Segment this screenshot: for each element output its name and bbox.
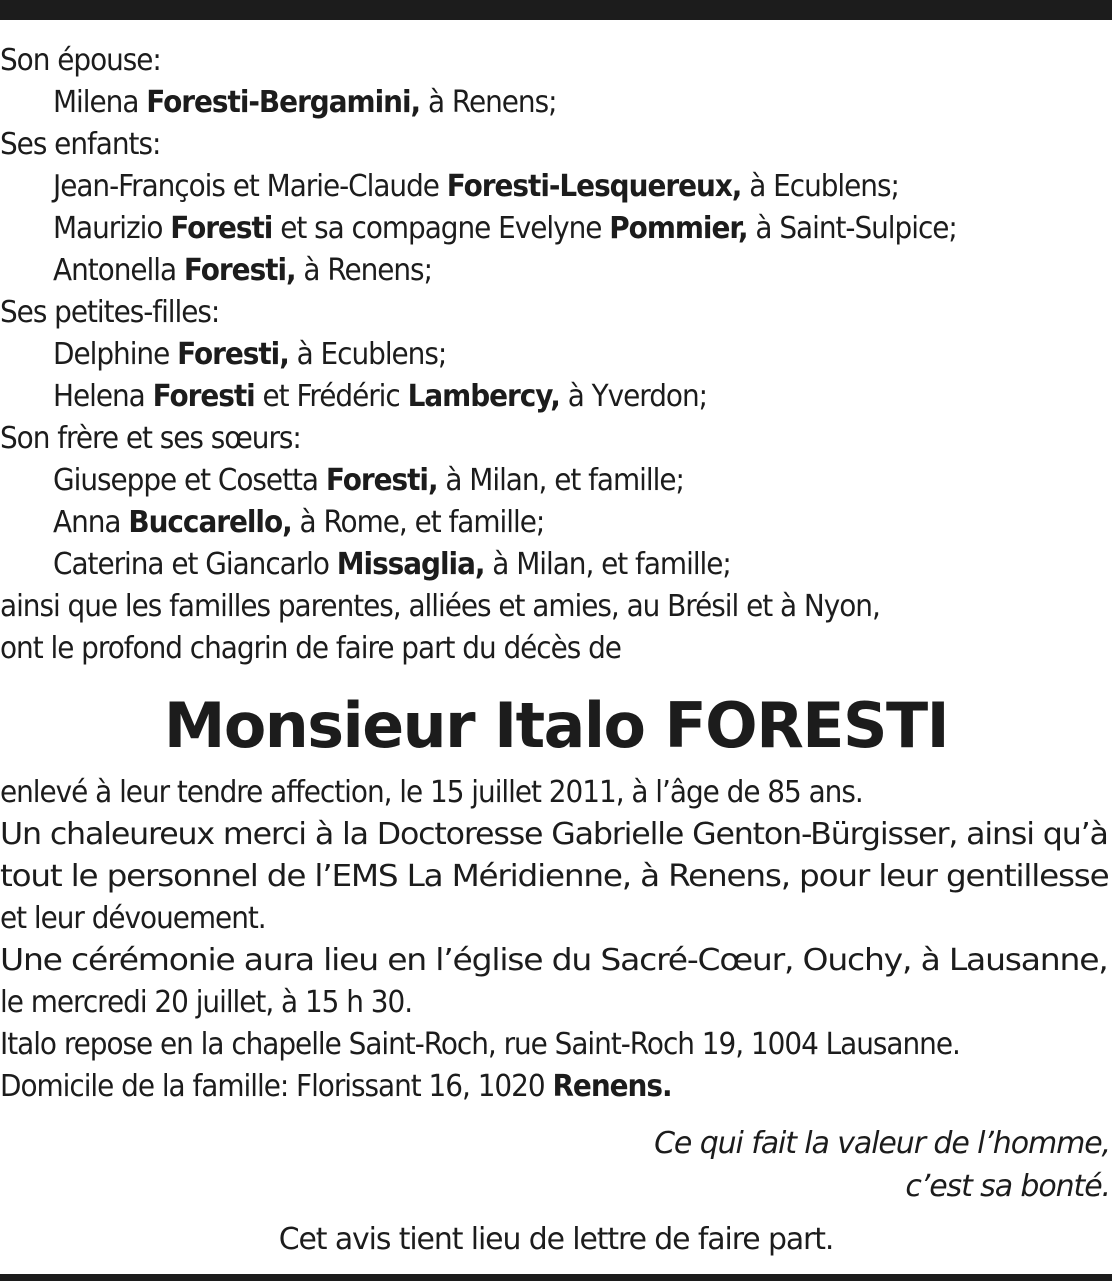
family-name: Renens. — [552, 1069, 672, 1104]
text-line: tout le personnel de l’EMS La Méridienne, à Renens, pour leur gentillesse — [0, 859, 1109, 894]
bottom-rule — [0, 1274, 1112, 1281]
family-name: Buccarello, — [128, 505, 292, 540]
text-line: et leur dévouement. — [0, 901, 266, 936]
text-segment: à Milan, et famille; — [484, 547, 731, 582]
text-line: Son frère et ses sœurs: — [0, 421, 301, 456]
entry-line — [0, 334, 1034, 376]
text-line: enlevé à leur tendre affection, le 15 juillet 2011, à l’âge de 85 ans. — [0, 775, 863, 810]
text-segment: Giuseppe et Cosetta — [53, 463, 326, 498]
text-segment: à Rome, et famille; — [291, 505, 545, 540]
family-name: Foresti, — [183, 253, 296, 288]
text-segment: Jean-François et Marie-Claude — [53, 169, 447, 204]
text-line: Une cérémonie aura lieu en l’église du Sacré-Cœur, Ouchy, à Lausanne, — [0, 943, 1108, 978]
text-segment: Milena — [53, 85, 147, 120]
text-line: le mercredi 20 juillet, à 15 h 30. — [0, 985, 413, 1020]
text-segment: Delphine — [53, 337, 178, 372]
text-line: Italo repose en la chapelle Saint-Roch, rue Saint-Roch 19, 1004 Lausanne. — [0, 1027, 960, 1062]
text-segment: à Milan, et famille; — [437, 463, 684, 498]
quote-line: c’est sa bonté. — [905, 1169, 1110, 1204]
text-segment: Anna — [53, 505, 129, 540]
text-segment: Domicile de la famille: Florissant 16, 1020 — [0, 1069, 553, 1104]
family-name: Foresti, — [177, 337, 289, 372]
entry-line — [0, 208, 1034, 250]
text-segment: Antonella — [53, 253, 184, 288]
entry-line — [0, 166, 1034, 208]
text-line: ainsi que les familles parentes, alliées et amies, au Brésil et à Nyon, — [0, 589, 880, 624]
text-segment: Maurizio — [53, 211, 171, 246]
text-line — [0, 1066, 1034, 1108]
closing-notice: Cet avis tient lieu de lettre de faire part. — [278, 1222, 834, 1257]
text-segment: à Ecublens; — [288, 337, 447, 372]
obituary-body — [0, 772, 1112, 1108]
epitaph-quote — [654, 1122, 1110, 1208]
family-name: Pommier, — [609, 211, 748, 246]
family-name: Foresti — [152, 379, 255, 414]
text-segment: et sa compagne Evelyne — [272, 211, 610, 246]
text-segment: et Frédéric — [254, 379, 408, 414]
family-name: Foresti — [170, 211, 273, 246]
deceased-name: Monsieur Italo FORESTI — [163, 689, 949, 762]
text-line: Un chaleureux merci à la Doctoresse Gabrielle Genton-Bürgisser, ainsi qu’à — [0, 817, 1108, 852]
quote-line: Ce qui fait la valeur de l’homme, — [654, 1126, 1110, 1161]
family-name: Foresti, — [325, 463, 438, 498]
entry-line — [0, 460, 1034, 502]
text-line: Ses enfants: — [0, 127, 161, 162]
entry-line — [0, 544, 1034, 586]
entry-line — [0, 82, 1034, 124]
family-announcement — [0, 40, 1112, 670]
top-rule — [0, 0, 1112, 20]
text-line: Ses petites-filles: — [0, 295, 220, 330]
entry-line — [0, 376, 1034, 418]
text-line: Son épouse: — [0, 43, 161, 78]
text-segment: à Renens; — [295, 253, 432, 288]
text-segment: Caterina et Giancarlo — [53, 547, 337, 582]
text-segment: à Renens; — [420, 85, 557, 120]
text-line: ont le profond chagrin de faire part du décès de — [0, 631, 621, 666]
entry-line — [0, 250, 1034, 292]
family-name: Foresti-Lesquereux, — [446, 169, 742, 204]
family-name: Missaglia, — [336, 547, 485, 582]
text-segment: à Saint-Sulpice; — [747, 211, 957, 246]
text-segment: à Ecublens; — [741, 169, 899, 204]
family-name: Foresti-Bergamini, — [146, 85, 421, 120]
text-segment: à Yverdon; — [559, 379, 708, 414]
entry-line — [0, 502, 1034, 544]
family-name: Lambercy, — [407, 379, 560, 414]
text-segment: Helena — [53, 379, 153, 414]
